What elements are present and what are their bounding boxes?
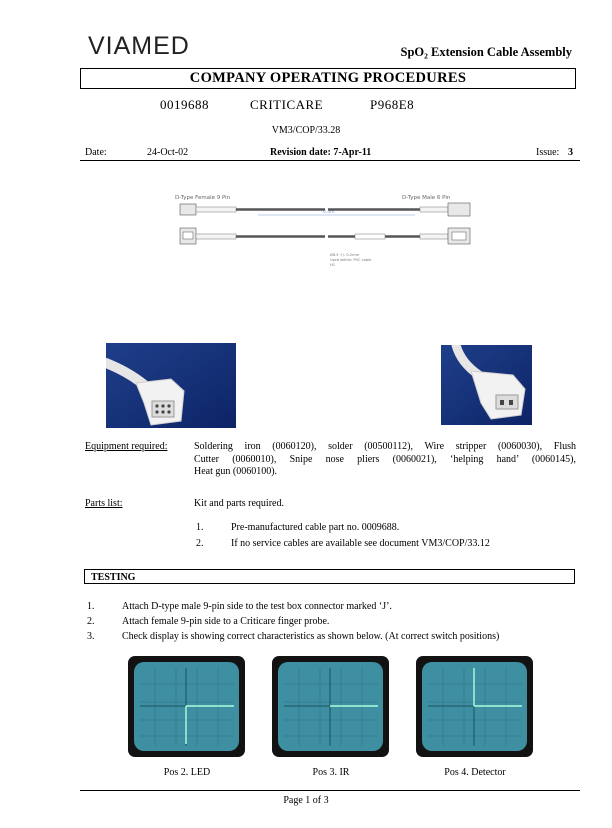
issue-value: 3 [568,147,573,158]
issue-label: Issue: [536,147,560,158]
equipment-line-2: Cutter (0060010), Snipe nose pliers (0060021), ‘helping hand’ (0060145), [194,453,576,465]
date-label: Date: [85,147,107,158]
strain-relief-left-top [196,207,236,212]
scope-screen-led [128,656,245,757]
strain-relief-right-bottom [420,234,448,239]
female-connector-top [180,204,196,215]
caption-ir: Pos 3. IR [312,767,350,778]
parts-item-text: Pre-manufactured cable part no. 0009688. [231,522,400,533]
diagram-note-3: H1 [330,263,335,267]
diagram-note-2: Used within: PVC cable [330,258,372,262]
header-rule [80,160,580,161]
parts-item-number: 1. [196,522,204,533]
diagram-right-label: D-Type Male 6 Pin [402,195,451,201]
equipment-line-3: Heat gun (0060100). [194,466,278,477]
model-code: P968E8 [370,97,415,112]
parts-item-text: If no service cables are available see document VM3/COP/33.12 [231,538,490,549]
step-number: 3. [87,631,95,642]
equipment-line-1: Soldering iron (0060120), solder (00500112), Wire stripper (0060030), Flush [194,441,576,452]
cable-diagram [170,190,490,270]
footer-rule [80,790,580,791]
length-label: 0.4m [323,210,335,215]
date-value: 24-Oct-02 [147,147,189,158]
viamed-logo: VIAMED [88,32,190,60]
parts-label: Parts list: [85,498,123,509]
document-reference: VM3/COP/33.28 [271,125,341,136]
step-text: Attach D-type male 9-pin side to the test box connector marked ‘J’. [122,601,392,612]
equipment-list [194,441,576,479]
document-title: SpO₂ Extension Cable Assembly [400,45,572,59]
revision-date: Revision date: 7-Apr-11 [270,147,372,158]
step-text: Check display is showing correct characteristics as shown below. (At correct switch positions) [122,631,500,642]
diagram-note-1: Ø6.5 +/- 0.2mm [330,253,360,257]
step-text: Attach female 9-pin side to a Criticare finger probe. [122,616,330,627]
scope-screen-ir [272,656,389,757]
male-connector-top [448,203,470,216]
parts-intro: Kit and parts required. [194,498,284,509]
step-number: 1. [87,601,95,612]
equipment-label: Equipment required: [85,441,168,452]
caption-detector: Pos 4. Detector [444,767,506,778]
manufacturer-code: CRITICARE [250,97,324,112]
strain-relief-left-bottom [196,234,236,239]
diagram-left-label: D-Type Female 9 Pin [175,195,231,201]
testing-heading: TESTING [84,569,575,584]
scope-screen-detector [416,656,533,757]
part-code: 0019688 [160,97,209,112]
strain-relief-right-top [420,207,448,212]
step-number: 2. [87,616,95,627]
caption-led: Pos 2. LED [163,767,211,778]
procedures-banner: COMPANY OPERATING PROCEDURES [80,68,576,89]
parts-item-number: 2. [196,538,204,549]
male-connector-photo [441,345,532,425]
female-connector-photo [106,343,236,428]
page-number: Page 1 of 3 [283,795,329,806]
